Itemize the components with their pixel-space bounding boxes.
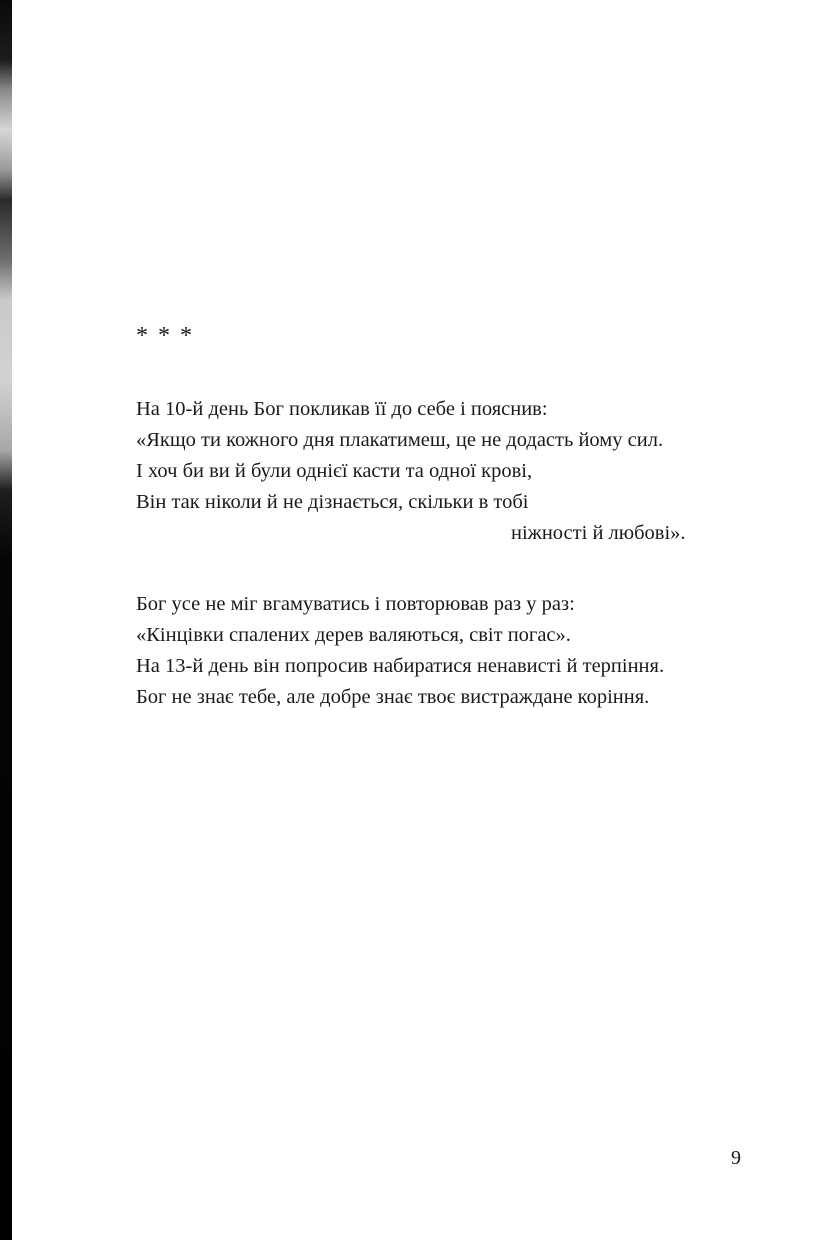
stanza-1 bbox=[136, 394, 786, 549]
page-edge-shadow bbox=[0, 0, 12, 1240]
poem-line: Бог не знає тебе, але добре знає твоє вистраждане коріння. bbox=[136, 686, 650, 708]
section-separator: * * * bbox=[136, 323, 194, 349]
poem-line: «Кінцівки спалених дерев валяються, світ погас». bbox=[136, 624, 571, 646]
poem-line-indented: ніжності й любові». bbox=[511, 522, 686, 544]
stanza-2 bbox=[136, 589, 786, 713]
poem-line: Бог усе не міг вгамуватись і повторював раз у раз: bbox=[136, 593, 575, 615]
poem-line: «Якщо ти кожного дня плакатимеш, це не додасть йому сил. bbox=[136, 429, 664, 451]
poem-line: На 13-й день він попросив набиратися ненависті й терпіння. bbox=[136, 655, 665, 677]
page-number: 9 bbox=[731, 1147, 741, 1169]
poem-line: На 10-й день Бог покликав її до себе і пояснив: bbox=[136, 398, 548, 420]
poem bbox=[136, 318, 786, 753]
poem-line: Він так ніколи й не дізнається, скільки в тобі bbox=[136, 491, 529, 513]
poem-line: І хоч би ви й були однієї касти та одної крові, bbox=[136, 460, 533, 482]
